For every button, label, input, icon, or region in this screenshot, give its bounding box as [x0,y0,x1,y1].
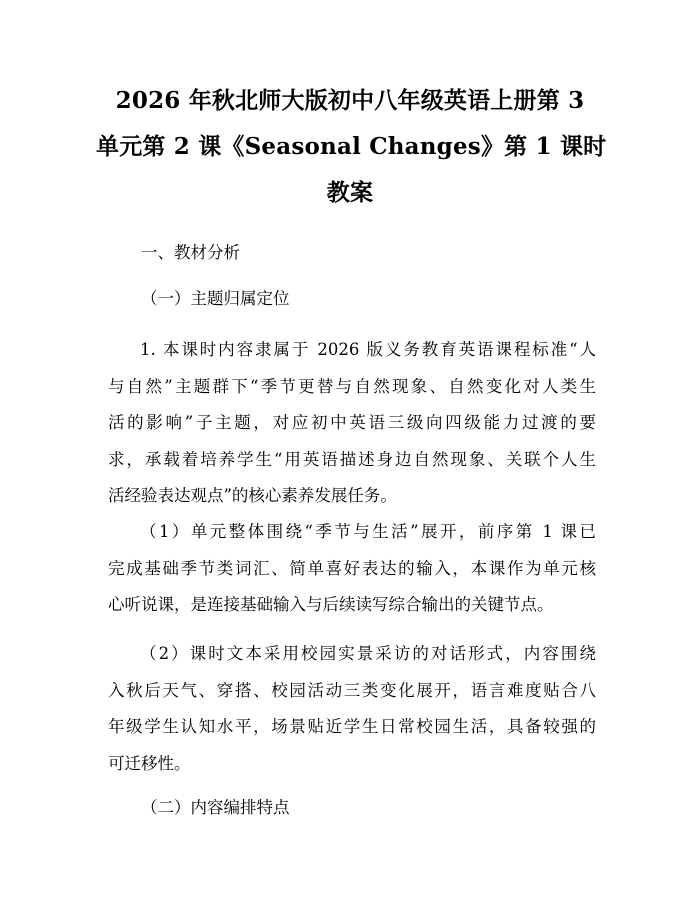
document-title [96,78,607,216]
paragraph-line: 完成基础季节类词汇、简单喜好表达的输入，本课作为单元核 [108,558,596,578]
paragraph-2 [108,514,596,624]
paragraph-line: 年级学生认知水平，场景贴近学生日常校园生活，具备较强的 [108,717,596,736]
paragraph-line: 活的影响”子主题，对应初中英语三级向四级能力过渡的要 [108,413,596,432]
title-line: 单元第 2 课《Seasonal Changes》第 1 课时 [96,133,607,160]
subsection-heading-content-features: （二）内容编排特点 [141,798,290,817]
paragraph-line: 与自然”主题群下“季节更替与自然现象、自然变化对人类生 [108,376,596,396]
paragraph-line: 入秋后天气、穿搭、校园活动三类变化展开，语言难度贴合八 [108,680,596,700]
paragraph-line: 求，承载着培养学生“用英语描述身边自然现象、关联个人生 [108,449,596,469]
paragraph-line: （2）课时文本采用校园实景采访的对话形式，内容围绕 [140,644,596,663]
paragraph-line: 心听说课，是连接基础输入与后续读写综合输出的关键节点。 [108,595,554,614]
paragraph-line: 活经验表达观点”的核心素养发展任务。 [108,486,397,505]
paragraph-1 [108,332,596,515]
title-line: 教案 [326,179,374,206]
paragraph-line: 1. 本课时内容隶属于 2026 版义务教育英语课程标准“人 [140,340,596,359]
subsection-heading-theme-positioning: （一）主题归属定位 [141,289,290,308]
paragraph-3 [108,636,596,782]
paragraph-line: 可迁移性。 [108,753,191,773]
title-line: 2026 年秋北师大版初中八年级英语上册第 3 [115,87,585,114]
paragraph-line: （1）单元整体围绕“季节与生活”展开，前序第 1 课已 [140,522,596,541]
section-heading-textbook-analysis: 一、教材分析 [141,243,240,262]
